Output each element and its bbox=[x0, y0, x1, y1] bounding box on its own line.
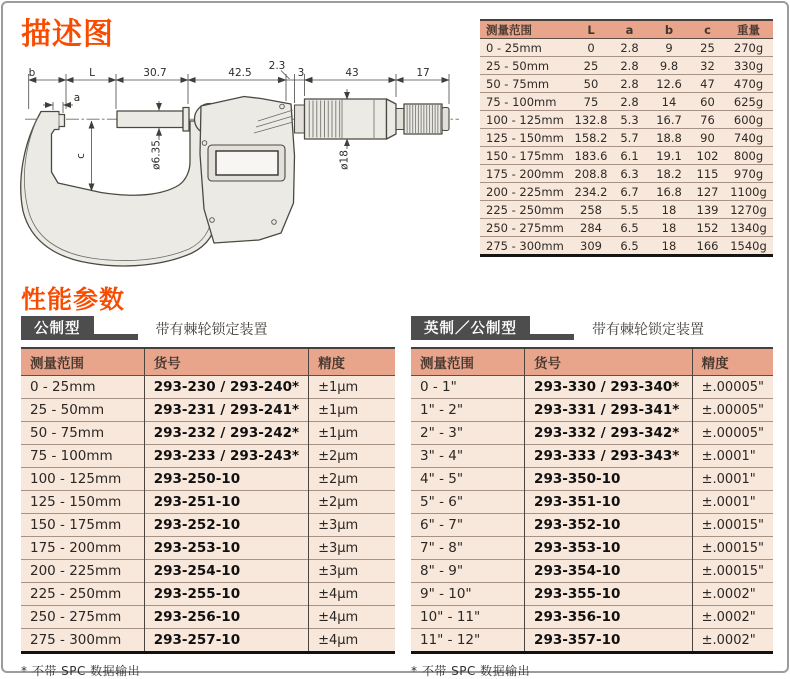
table-cell: 2" - 3" bbox=[411, 422, 525, 445]
table-header-row bbox=[480, 20, 773, 39]
table-cell: 5.5 bbox=[612, 201, 647, 219]
table-cell: 470g bbox=[724, 75, 773, 93]
table-row bbox=[21, 422, 395, 445]
table-row bbox=[411, 537, 773, 560]
table-cell: ±.00015" bbox=[692, 537, 773, 560]
table-cell: 183.6 bbox=[570, 147, 612, 165]
table-cell: 293-233 / 293-243* bbox=[144, 445, 308, 468]
table-cell: 250 - 275mm bbox=[480, 219, 570, 237]
table-cell: 293-231 / 293-241* bbox=[144, 399, 308, 422]
table-cell: 8" - 9" bbox=[411, 560, 525, 583]
metric-spec-block bbox=[21, 317, 395, 679]
table-cell: 5.7 bbox=[612, 129, 647, 147]
table-header-row bbox=[411, 348, 773, 376]
table-cell: 293-256-10 bbox=[144, 606, 308, 629]
table-cell: 14 bbox=[647, 93, 691, 111]
table-cell: 293-356-10 bbox=[525, 606, 693, 629]
dim-label-2-3: 2.3 bbox=[268, 60, 286, 72]
table-row bbox=[21, 376, 395, 399]
table-cell: 125 - 150mm bbox=[21, 491, 144, 514]
table-cell: 150 - 175mm bbox=[480, 147, 570, 165]
table-row bbox=[480, 39, 773, 57]
section-title-specs: 性能参数 bbox=[21, 285, 126, 314]
table-cell: 9 bbox=[647, 39, 691, 57]
table-cell: 6" - 7" bbox=[411, 514, 525, 537]
table-row bbox=[480, 237, 773, 256]
table-cell: 800g bbox=[724, 147, 773, 165]
inch-tab-row bbox=[411, 317, 773, 340]
column-header: 货号 bbox=[525, 348, 693, 376]
table-cell: ±.0001" bbox=[692, 445, 773, 468]
dim-label-3: 3 bbox=[297, 67, 305, 79]
dimension-c bbox=[75, 121, 92, 191]
table-cell: 293-251-10 bbox=[144, 491, 308, 514]
table-cell: 25 - 50mm bbox=[480, 57, 570, 75]
table-cell: 75 - 100mm bbox=[21, 445, 144, 468]
table-row bbox=[21, 491, 395, 514]
thimble bbox=[295, 99, 397, 139]
table-cell: 2.8 bbox=[612, 57, 647, 75]
dim-label-c: c bbox=[75, 153, 87, 159]
spindle bbox=[117, 108, 189, 132]
table-cell: 293-330 / 293-340* bbox=[525, 376, 693, 399]
table-row bbox=[411, 399, 773, 422]
table-row bbox=[480, 165, 773, 183]
table-row bbox=[411, 468, 773, 491]
table-cell: 293-331 / 293-341* bbox=[525, 399, 693, 422]
table-cell: 16.7 bbox=[647, 111, 691, 129]
dim-label-thimble-dia: ø18 bbox=[338, 150, 351, 170]
table-cell: ±.0001" bbox=[692, 491, 773, 514]
table-cell: 50 - 75mm bbox=[480, 75, 570, 93]
table-cell: 208.8 bbox=[570, 165, 612, 183]
table-cell: 293-351-10 bbox=[525, 491, 693, 514]
table-cell: 175 - 200mm bbox=[21, 537, 144, 560]
table-cell: ±3μm bbox=[309, 514, 395, 537]
metric-ratchet-note: 带有棘轮锁定装置 bbox=[155, 322, 268, 338]
table-cell: 100 - 125mm bbox=[480, 111, 570, 129]
table-cell: ±.00015" bbox=[692, 514, 773, 537]
table-cell: 0 bbox=[570, 39, 612, 57]
table-cell: ±1μm bbox=[309, 422, 395, 445]
table-cell: 275 - 300mm bbox=[480, 237, 570, 256]
table-cell: 330g bbox=[724, 57, 773, 75]
table-row bbox=[411, 629, 773, 653]
table-cell: 293-332 / 293-342* bbox=[525, 422, 693, 445]
table-cell: ±.0001" bbox=[692, 468, 773, 491]
table-row bbox=[480, 147, 773, 165]
table-cell: 132.8 bbox=[570, 111, 612, 129]
table-cell: 18 bbox=[647, 237, 691, 256]
table-cell: 293-355-10 bbox=[525, 583, 693, 606]
inch-spec-block bbox=[411, 317, 773, 679]
catalog-page bbox=[1, 1, 789, 678]
table-cell: 75 bbox=[570, 93, 612, 111]
table-cell: 9.8 bbox=[647, 57, 691, 75]
table-cell: 309 bbox=[570, 237, 612, 256]
table-cell: ±.00015" bbox=[692, 560, 773, 583]
table-cell: 47 bbox=[691, 75, 724, 93]
inch-ratchet-note: 带有棘轮锁定装置 bbox=[592, 322, 704, 338]
table-cell: 1100g bbox=[724, 183, 773, 201]
table-cell: ±2μm bbox=[309, 445, 395, 468]
table-cell: 293-357-10 bbox=[525, 629, 693, 653]
column-header: 测量范围 bbox=[411, 348, 525, 376]
table-cell: 4" - 5" bbox=[411, 468, 525, 491]
table-cell: 25 bbox=[570, 57, 612, 75]
table-cell: 50 - 75mm bbox=[21, 422, 144, 445]
table-row bbox=[480, 57, 773, 75]
table-cell: 152 bbox=[691, 219, 724, 237]
table-cell: 234.2 bbox=[570, 183, 612, 201]
inch-tab-label: 英制／公制型 bbox=[411, 316, 530, 340]
table-row bbox=[480, 129, 773, 147]
dim-label-42-5: 42.5 bbox=[228, 67, 252, 79]
table-cell: ±.00005" bbox=[692, 422, 773, 445]
table-cell: 293-354-10 bbox=[525, 560, 693, 583]
table-cell: 19.1 bbox=[647, 147, 691, 165]
table-cell: 740g bbox=[724, 129, 773, 147]
column-header: 精度 bbox=[692, 348, 773, 376]
table-row bbox=[21, 468, 395, 491]
table-cell: 1" - 2" bbox=[411, 399, 525, 422]
dimension-weight-table bbox=[480, 19, 773, 257]
table-cell: 11" - 12" bbox=[411, 629, 525, 653]
table-cell: 18.8 bbox=[647, 129, 691, 147]
metric-tab-row bbox=[21, 317, 395, 340]
table-cell: ±1μm bbox=[309, 399, 395, 422]
table-cell: 200 - 225mm bbox=[480, 183, 570, 201]
metric-tab-label: 公制型 bbox=[21, 316, 94, 340]
table-cell: 293-333 / 293-343* bbox=[525, 445, 693, 468]
table-row bbox=[411, 422, 773, 445]
table-cell: 275 - 300mm bbox=[21, 629, 144, 653]
table-cell: 18 bbox=[647, 201, 691, 219]
table-cell: 293-254-10 bbox=[144, 560, 308, 583]
dim-label-17: 17 bbox=[416, 67, 430, 79]
table-cell: 0 - 25mm bbox=[21, 376, 144, 399]
table-cell: 258 bbox=[570, 201, 612, 219]
table-row bbox=[21, 537, 395, 560]
table-cell: 166 bbox=[691, 237, 724, 256]
column-header: b bbox=[647, 20, 691, 39]
dim-label-30-7: 30.7 bbox=[143, 67, 167, 79]
table-cell: 139 bbox=[691, 201, 724, 219]
table-row bbox=[21, 399, 395, 422]
table-cell: ±.0002" bbox=[692, 583, 773, 606]
table-cell: 284 bbox=[570, 219, 612, 237]
table-cell: 225 - 250mm bbox=[480, 201, 570, 219]
table-row bbox=[480, 93, 773, 111]
dimension-a bbox=[43, 92, 80, 113]
table-cell: 12.6 bbox=[647, 75, 691, 93]
micrometer-technical-drawing bbox=[11, 59, 473, 289]
table-cell: 6.7 bbox=[612, 183, 647, 201]
table-cell: 293-232 / 293-242* bbox=[144, 422, 308, 445]
table-cell: 6.1 bbox=[612, 147, 647, 165]
table-cell: 2.8 bbox=[612, 93, 647, 111]
table-row bbox=[411, 514, 773, 537]
table-cell: 125 - 150mm bbox=[480, 129, 570, 147]
table-cell: 115 bbox=[691, 165, 724, 183]
table-row bbox=[480, 111, 773, 129]
dim-label-spindle-dia: ø6.35 bbox=[150, 140, 163, 170]
column-header: 精度 bbox=[309, 348, 395, 376]
table-row bbox=[411, 376, 773, 399]
table-cell: 7" - 8" bbox=[411, 537, 525, 560]
table-cell: 293-253-10 bbox=[144, 537, 308, 560]
table-cell: 90 bbox=[691, 129, 724, 147]
table-cell: ±4μm bbox=[309, 606, 395, 629]
table-cell: 200 - 225mm bbox=[21, 560, 144, 583]
column-header: 重量 bbox=[724, 20, 773, 39]
dim-label-a: a bbox=[73, 92, 81, 104]
table-cell: ±.00005" bbox=[692, 376, 773, 399]
table-cell: 225 - 250mm bbox=[21, 583, 144, 606]
column-header: 货号 bbox=[144, 348, 308, 376]
table-row bbox=[411, 445, 773, 468]
column-header: 测量范围 bbox=[480, 20, 570, 39]
table-cell: 970g bbox=[724, 165, 773, 183]
table-cell: 60 bbox=[691, 93, 724, 111]
table-cell: 293-352-10 bbox=[525, 514, 693, 537]
frame-outline bbox=[21, 112, 218, 266]
tab-underline-bar bbox=[530, 334, 574, 340]
table-row bbox=[21, 583, 395, 606]
table-cell: 293-353-10 bbox=[525, 537, 693, 560]
table-cell: ±3μm bbox=[309, 560, 395, 583]
display-screen bbox=[216, 151, 278, 175]
table-cell: 18.2 bbox=[647, 165, 691, 183]
page-title-description: 描述图 bbox=[21, 17, 114, 52]
table-cell: 5" - 6" bbox=[411, 491, 525, 514]
table-header-row bbox=[21, 348, 395, 376]
inch-part-number-table bbox=[411, 347, 773, 654]
table-cell: ±4μm bbox=[309, 583, 395, 606]
dim-label-43: 43 bbox=[345, 67, 359, 79]
table-row bbox=[21, 445, 395, 468]
table-cell: 6.3 bbox=[612, 165, 647, 183]
dim-label-b: b bbox=[28, 67, 36, 79]
table-cell: 2.8 bbox=[612, 39, 647, 57]
table-row bbox=[480, 183, 773, 201]
table-cell: ±2μm bbox=[309, 491, 395, 514]
column-header: c bbox=[691, 20, 724, 39]
table-cell: 76 bbox=[691, 111, 724, 129]
column-header: a bbox=[612, 20, 647, 39]
table-row bbox=[480, 201, 773, 219]
table-cell: 293-257-10 bbox=[144, 629, 308, 653]
table-row bbox=[411, 491, 773, 514]
table-cell: 75 - 100mm bbox=[480, 93, 570, 111]
table-cell: 293-252-10 bbox=[144, 514, 308, 537]
metric-part-number-table bbox=[21, 347, 395, 654]
table-row bbox=[21, 606, 395, 629]
table-cell: ±4μm bbox=[309, 629, 395, 653]
table-cell: 25 bbox=[691, 39, 724, 57]
table-cell: ±.0002" bbox=[692, 629, 773, 653]
table-cell: 25 - 50mm bbox=[21, 399, 144, 422]
table-cell: 0 - 25mm bbox=[480, 39, 570, 57]
table-cell: 1270g bbox=[724, 201, 773, 219]
table-cell: 2.8 bbox=[612, 75, 647, 93]
table-cell: 6.5 bbox=[612, 219, 647, 237]
body-display-unit bbox=[200, 97, 295, 244]
table-cell: 50 bbox=[570, 75, 612, 93]
table-cell: 102 bbox=[691, 147, 724, 165]
table-cell: 625g bbox=[724, 93, 773, 111]
metric-spc-footnote: * 不带 SPC 数据输出 bbox=[21, 664, 141, 678]
table-row bbox=[480, 219, 773, 237]
inch-spc-footnote: * 不带 SPC 数据输出 bbox=[411, 664, 531, 678]
column-header: L bbox=[570, 20, 612, 39]
table-cell: 127 bbox=[691, 183, 724, 201]
table-cell: 293-255-10 bbox=[144, 583, 308, 606]
ratchet-stop bbox=[396, 104, 449, 134]
column-header: 测量范围 bbox=[21, 348, 144, 376]
table-cell: ±.0002" bbox=[692, 606, 773, 629]
table-cell: 250 - 275mm bbox=[21, 606, 144, 629]
table-cell: ±1μm bbox=[309, 376, 395, 399]
table-cell: 3" - 4" bbox=[411, 445, 525, 468]
dim-label-L: L bbox=[89, 67, 95, 79]
table-cell: ±2μm bbox=[309, 468, 395, 491]
table-cell: ±3μm bbox=[309, 537, 395, 560]
table-cell: 6.5 bbox=[612, 237, 647, 256]
table-row bbox=[411, 583, 773, 606]
table-cell: 600g bbox=[724, 111, 773, 129]
table-cell: 0 - 1" bbox=[411, 376, 525, 399]
tab-underline-bar bbox=[94, 334, 138, 340]
table-row bbox=[21, 560, 395, 583]
table-cell: 10" - 11" bbox=[411, 606, 525, 629]
table-cell: 158.2 bbox=[570, 129, 612, 147]
table-cell: 270g bbox=[724, 39, 773, 57]
table-cell: 1540g bbox=[724, 237, 773, 256]
table-cell: 5.3 bbox=[612, 111, 647, 129]
table-cell: 175 - 200mm bbox=[480, 165, 570, 183]
table-cell: 32 bbox=[691, 57, 724, 75]
table-cell: ±.00005" bbox=[692, 399, 773, 422]
table-row bbox=[411, 560, 773, 583]
table-cell: 293-230 / 293-240* bbox=[144, 376, 308, 399]
table-cell: 293-250-10 bbox=[144, 468, 308, 491]
table-row bbox=[411, 606, 773, 629]
table-row bbox=[21, 629, 395, 653]
table-cell: 16.8 bbox=[647, 183, 691, 201]
table-cell: 1340g bbox=[724, 219, 773, 237]
table-cell: 150 - 175mm bbox=[21, 514, 144, 537]
table-cell: 293-350-10 bbox=[525, 468, 693, 491]
table-row bbox=[21, 514, 395, 537]
table-cell: 9" - 10" bbox=[411, 583, 525, 606]
table-cell: 18 bbox=[647, 219, 691, 237]
table-cell: 100 - 125mm bbox=[21, 468, 144, 491]
table-row bbox=[480, 75, 773, 93]
